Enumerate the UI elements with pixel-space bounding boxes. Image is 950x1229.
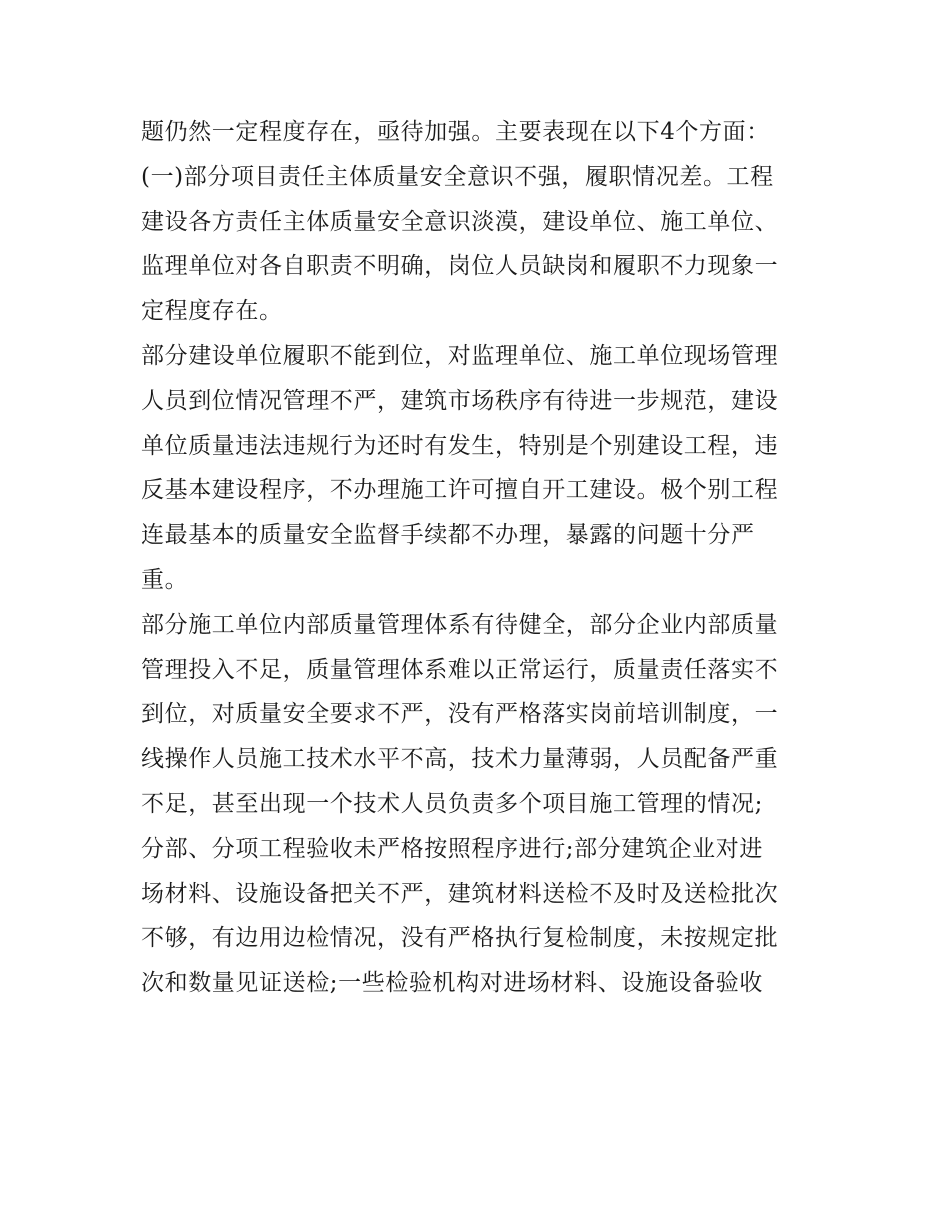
text-line: 建设各方责任主体质量安全意识淡漠，建设单位、施工单位、 bbox=[141, 208, 779, 235]
text-line: 次和数量见证送检;一些检验机构对进场材料、设施设备验收 bbox=[141, 970, 763, 997]
text-line: 线操作人员施工技术水平不高，技术力量薄弱，人员配备严重 bbox=[141, 746, 779, 773]
text-line: 单位质量违法违规行为还时有发生，特别是个别建设工程，违 bbox=[141, 432, 779, 459]
text-line: 监理单位对各自职责不明确，岗位人员缺岗和履职不力现象一 bbox=[141, 253, 779, 280]
text-line: 管理投入不足，质量管理体系难以正常运行，质量责任落实不 bbox=[141, 656, 779, 683]
text-line: 部分施工单位内部质量管理体系有待健全，部分企业内部质量 bbox=[141, 611, 779, 638]
text-line: 场材料、设施设备把关不严，建筑材料送检不及时及送检批次 bbox=[141, 880, 779, 907]
text-line: 定程度存在。 bbox=[141, 298, 283, 325]
text-line: 到位，对质量安全要求不严，没有严格落实岗前培训制度，一 bbox=[141, 701, 779, 728]
text-line: 人员到位情况管理不严，建筑市场秩序有待进一步规范，建设 bbox=[141, 387, 779, 414]
text-line: 分部、分项工程验收未严格按照程序进行;部分建筑企业对进 bbox=[141, 835, 763, 862]
text-line: 连最基本的质量安全监督手续都不办理，暴露的问题十分严 bbox=[141, 522, 755, 549]
text-line: 反基本建设程序，不办理施工许可擅自开工建设。极个别工程 bbox=[141, 477, 779, 504]
text-line: 题仍然一定程度存在，亟待加强。主要表现在以下4个方面： bbox=[141, 119, 770, 145]
text-line: 不足，甚至出现一个技术人员负责多个项目施工管理的情况; bbox=[141, 790, 763, 817]
text-line: 不够，有边用边检情况，没有严格执行复检制度，未按规定批 bbox=[141, 925, 779, 952]
text-line: 重。 bbox=[141, 566, 189, 593]
text-line: 部分建设单位履职不能到位，对监理单位、施工单位现场管理 bbox=[141, 342, 779, 369]
body-text bbox=[141, 110, 821, 1006]
text-line: (一)部分项目责任主体质量安全意识不强，履职情况差。工程 bbox=[141, 163, 774, 190]
